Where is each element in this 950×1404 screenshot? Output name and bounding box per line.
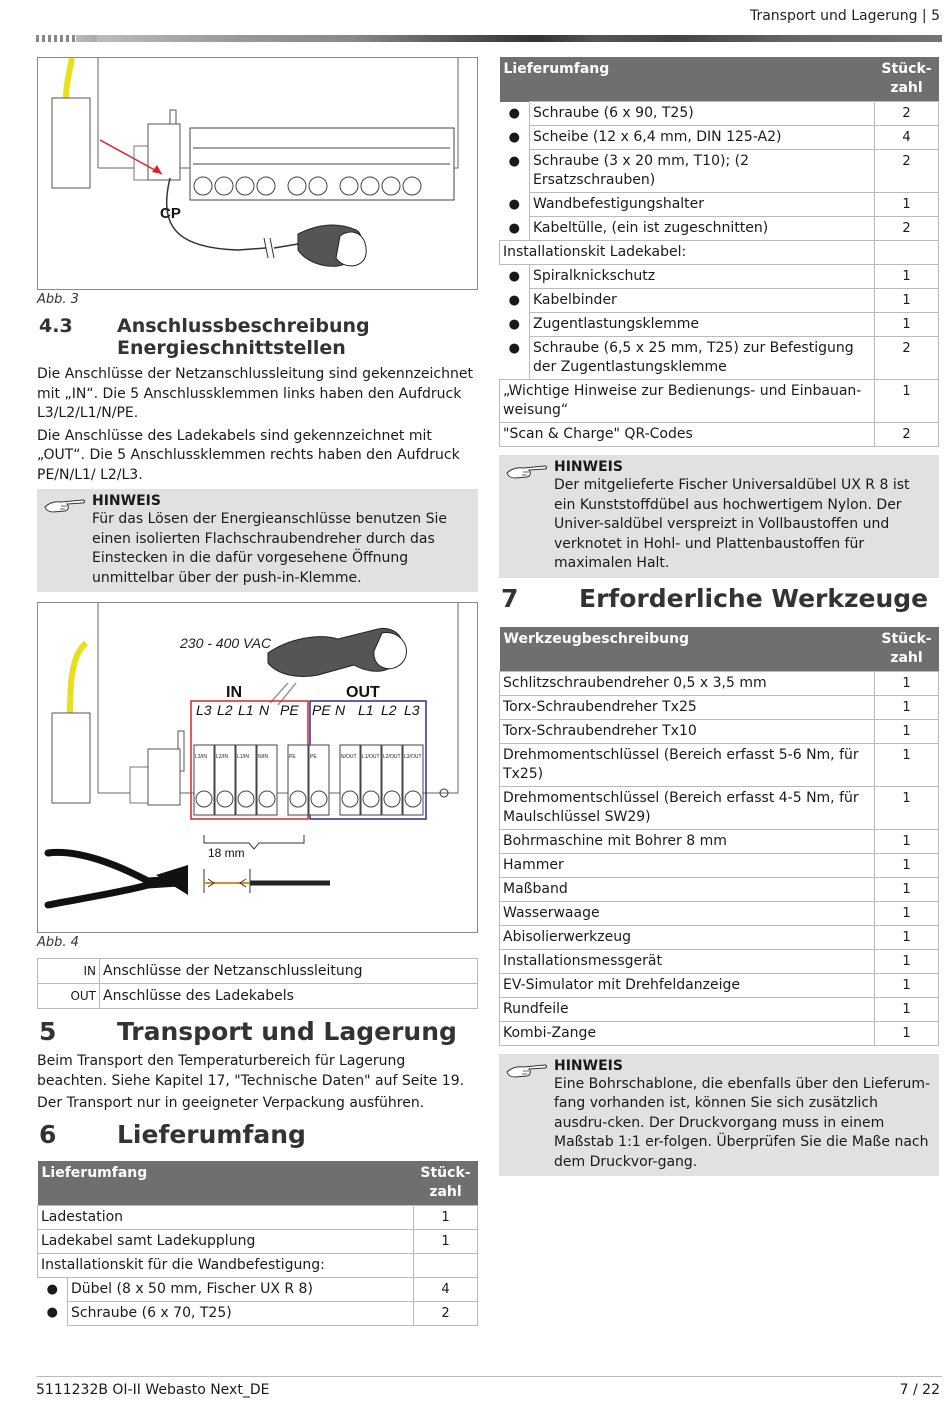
bullet-icon: ● [500,102,530,126]
table-row [38,1205,478,1229]
pointing-hand-icon [505,1060,547,1080]
item-description: EV-Simulator mit Drehfeldanzeige [500,973,875,997]
terminal-label: PE [289,754,296,760]
sec5-paragraph-1: Beim Transport den Temperaturbereich für Lagerung beachten. Siehe Kapitel 17, "Technische Daten" auf Seite 19. [37,1053,465,1089]
item-description: Schraube (6,5 x 25 mm, T25) zur Befestigung der Zugentlastungsklemme [530,337,875,380]
fig4-legend-table [37,958,478,1009]
table-row [500,901,939,925]
item-description: Kabeltülle, (ein ist zugeschnitten) [530,217,875,241]
out-phase-label: L1 [358,702,374,718]
table-row [500,126,939,150]
item-quantity: 1 [875,695,939,719]
legend-value: Anschlüsse des Ladekabels [100,984,478,1009]
table-row [500,853,939,877]
item-quantity: 1 [875,193,939,217]
section-title: Lieferumfang [117,1119,306,1149]
item-description: Wasserwaage [500,901,875,925]
item-description: Ladestation [38,1205,414,1229]
fig4-out-label: OUT [346,684,380,701]
table-row [500,217,939,241]
note-title: HINWEIS [554,1057,623,1074]
table-row [500,695,939,719]
terminal-label: L3/IN [195,754,207,760]
out-phase-label: N [335,702,346,718]
sec5-paragraph-2: Der Transport nur in geeigneter Verpackung ausführen. [37,1095,425,1111]
required-tools-table [499,627,939,1046]
item-description: Rundfeile [500,997,875,1021]
item-description: Schraube (3 x 20 mm, T10); (2 Ersatzschrauben) [530,150,875,193]
table-row [500,949,939,973]
item-quantity: 2 [875,423,939,447]
table-header-desc: Lieferumfang [500,57,875,102]
table-row [500,150,939,193]
wire-stripper-icon [48,852,188,905]
table-header-desc: Werkzeugbeschreibung [500,627,875,672]
table-header-desc: Lieferumfang [38,1161,414,1206]
item-quantity: 1 [875,265,939,289]
table-row [500,102,939,126]
table-row [500,380,939,423]
right-column [499,57,939,1180]
item-description: Torx-Schraubendreher Tx25 [500,695,875,719]
item-quantity: 1 [414,1205,478,1229]
bullet-icon: ● [38,1277,68,1301]
table-row [500,289,939,313]
running-header: Transport und Lagerung | 5 [749,8,940,24]
item-description: Installationskit für die Wandbefestigung: [38,1253,414,1277]
legend-key: IN [38,959,100,984]
fig4-voltage-label: 230 - 400 VAC [180,635,272,651]
scope-of-delivery-table-1 [37,1161,478,1326]
item-description: Drehmomentschlüssel (Bereich erfasst 4-5 Nm, für Maulschlüssel SW29) [500,786,875,829]
item-description: Schraube (6 x 90, T25) [530,102,875,126]
table-row [500,743,939,786]
item-description: Wandbefestigungshalter [530,193,875,217]
item-quantity: 1 [875,925,939,949]
table-header-qty: Stück-zahl [875,627,939,672]
item-description: Drehmomentschlüssel (Bereich erfasst 5-6 Nm, für Tx25) [500,743,875,786]
item-quantity: 2 [875,150,939,193]
item-description: Maßband [500,877,875,901]
fig4-strip-length: 18 mm [208,846,245,860]
item-description: „Wichtige Hinweise zur Bedienungs- und Einbauan-weisung“ [500,380,875,423]
in-phase-label: L1 [238,702,254,718]
out-phase-label: L2 [381,702,397,718]
item-description: Abisolierwerkzeug [500,925,875,949]
in-phase-label: L3 [196,702,212,718]
item-description: Bohrmaschine mit Bohrer 8 mm [500,829,875,853]
item-quantity: 2 [875,102,939,126]
section-7-heading [499,584,939,613]
item-quantity: 1 [875,289,939,313]
legend-key: OUT [38,984,100,1009]
item-quantity: 1 [875,1021,939,1045]
fig4-in-label: IN [226,684,242,701]
table-row [500,1021,939,1045]
note-box [499,1054,939,1177]
item-description: Scheibe (12 x 6,4 mm, DIN 125-A2) [530,126,875,150]
item-quantity: 1 [875,877,939,901]
item-quantity: 1 [875,829,939,853]
out-phase-label: L3 [404,702,420,718]
terminal-label: L1/OUT [362,754,380,760]
terminal-label: N/OUT [341,754,357,760]
table-row [500,719,939,743]
item-quantity: 1 [875,853,939,877]
item-quantity [875,241,939,265]
fig3-illustration [38,58,477,289]
table-header-qty: Stück-zahl [875,57,939,102]
table-row [500,829,939,853]
note-title: HINWEIS [92,493,161,509]
bullet-icon: ● [500,150,530,193]
section-4-3-heading [37,315,478,359]
bullet-icon: ● [38,1301,68,1325]
fig4-caption: Abb. 4 [37,935,79,950]
fig3-terminal-block [190,128,454,200]
table-row [500,265,939,289]
item-quantity: 1 [875,380,939,423]
figure-3 [37,57,478,290]
item-description: Installationskit Ladekabel: [500,241,875,265]
table-row [38,1229,478,1253]
item-description: Kabelbinder [530,289,875,313]
section-number: 5 [39,1017,57,1046]
section-5-heading [37,1017,478,1046]
table-row [500,877,939,901]
fig4-illustration [38,603,477,932]
bullet-icon: ● [500,193,530,217]
section-title: Erforderliche Werkzeuge [579,583,929,613]
note-box [37,489,478,592]
item-description: Installationsmessgerät [500,949,875,973]
item-description: Schlitzschraubendreher 0,5 x 3,5 mm [500,671,875,695]
pointing-hand-icon [505,461,547,481]
item-description: "Scan & Charge" QR-Codes [500,423,875,447]
item-quantity: 1 [414,1229,478,1253]
item-quantity: 4 [875,126,939,150]
fig3-caption: Abb. 3 [37,292,79,307]
out-phase-label: PE [312,702,331,718]
item-description: Torx-Schraubendreher Tx10 [500,719,875,743]
terminal-label: L3/OUT [404,754,422,760]
item-quantity: 1 [875,313,939,337]
footer-page-number: 7 / 22 [899,1382,940,1398]
left-column [37,57,478,1326]
table-row [38,1301,478,1325]
item-description: Schraube (6 x 70, T25) [68,1301,414,1325]
table-row [38,1253,478,1277]
bullet-icon: ● [500,265,530,289]
section-6-heading [37,1120,478,1149]
terminal-label: N/IN [258,754,268,760]
item-quantity: 1 [875,671,939,695]
item-quantity: 1 [875,786,939,829]
item-quantity: 1 [875,901,939,925]
legend-value: Anschlüsse der Netzanschlussleitung [100,959,478,984]
bullet-icon: ● [500,289,530,313]
bullet-icon: ● [500,337,530,380]
section-number: 6 [39,1119,57,1149]
table-row [500,786,939,829]
item-quantity: 1 [875,973,939,997]
item-quantity: 2 [875,337,939,380]
item-quantity: 4 [414,1277,478,1301]
terminal-label: PE [310,754,317,760]
sec43-paragraph-1: Die Anschlüsse der Netzanschlussleitung sind gekennzeichnet mit „IN“. Die 5 Anschlussklemmen links haben den Aufdruck L3/L2/L1/N/PE. [37,366,473,421]
bullet-icon: ● [500,126,530,150]
footer-rule [36,1376,942,1377]
table-row [500,997,939,1021]
item-description: Spiralknickschutz [530,265,875,289]
terminal-label: L2/OUT [383,754,401,760]
legend-row [38,959,478,984]
header-stripe [36,35,942,42]
table-header-qty: Stück-zahl [414,1161,478,1206]
item-quantity: 2 [875,217,939,241]
item-description: Kombi-Zange [500,1021,875,1045]
scope-of-delivery-table-2 [499,57,939,447]
item-quantity: 1 [875,997,939,1021]
note-text: Für das Lösen der Energieanschlüsse benutzen Sie einen isolierten Flachschraubendreher durch das Einstecken in die dafür vorgesehene Öffnung unmittelbar über der push-in-Klemme. [92,511,448,586]
table-row [500,241,939,265]
table-row [500,925,939,949]
note-text: Eine Bohrschablone, die ebenfalls über den Lieferum-fang vorhanden ist, können Sie sich zusätzlich ausdru-cken. Der Druckvorgang muss in einem Maßstab 1:1 er-folgen. Überprüfen Sie die Maße nach dem Druckvor-gang. [554,1075,931,1170]
sec43-paragraph-2: Die Anschlüsse des Ladekabels sind gekennzeichnet mit „OUT“. Die 5 Anschlussklemmen rechts haben den Aufdruck PE/N/L1/ L2/L3. [37,427,460,483]
note-text: Der mitgelieferte Fischer Universaldübel UX R 8 ist ein Kunststoffdübel aus hochwertigem Nylon. Der Univer-saldübel verspreizt in Vollbaustoffen und verknotet in Hohl- und Plattenbaustoffen für maximalen Halt. [554,477,910,571]
item-description: Zugentlastungsklemme [530,313,875,337]
table-row [500,337,939,380]
pointing-hand-icon [43,495,85,515]
fig3-label-cp: CP [160,205,181,222]
in-phase-label: PE [280,702,299,718]
note-box [499,455,939,578]
note-title: HINWEIS [554,459,623,475]
footer-doc-id: 5111232B OI-II Webasto Next_DE [36,1382,270,1398]
table-row [38,1277,478,1301]
item-quantity: 1 [875,719,939,743]
section-number: 4.3 [39,315,73,337]
bullet-icon: ● [500,217,530,241]
table-row [500,973,939,997]
table-row [500,313,939,337]
item-quantity: 1 [875,949,939,973]
table-row [500,423,939,447]
bullet-icon: ● [500,313,530,337]
terminal-label: L1/IN [237,754,249,760]
section-title: Transport und Lagerung [117,1017,457,1046]
item-description: Hammer [500,853,875,877]
item-quantity: 1 [875,743,939,786]
item-quantity [414,1253,478,1277]
section-number: 7 [501,583,519,613]
section-title: Anschlussbeschreibung Energieschnittstellen [117,315,370,359]
table-row [500,193,939,217]
item-quantity: 2 [414,1301,478,1325]
in-phase-label: N [259,702,270,718]
terminal-label: L2/IN [216,754,228,760]
table-row [500,671,939,695]
item-description: Ladekabel samt Ladekupplung [38,1229,414,1253]
figure-4 [37,602,478,933]
legend-row [38,984,478,1009]
item-description: Dübel (8 x 50 mm, Fischer UX R 8) [68,1277,414,1301]
in-phase-label: L2 [217,702,233,718]
